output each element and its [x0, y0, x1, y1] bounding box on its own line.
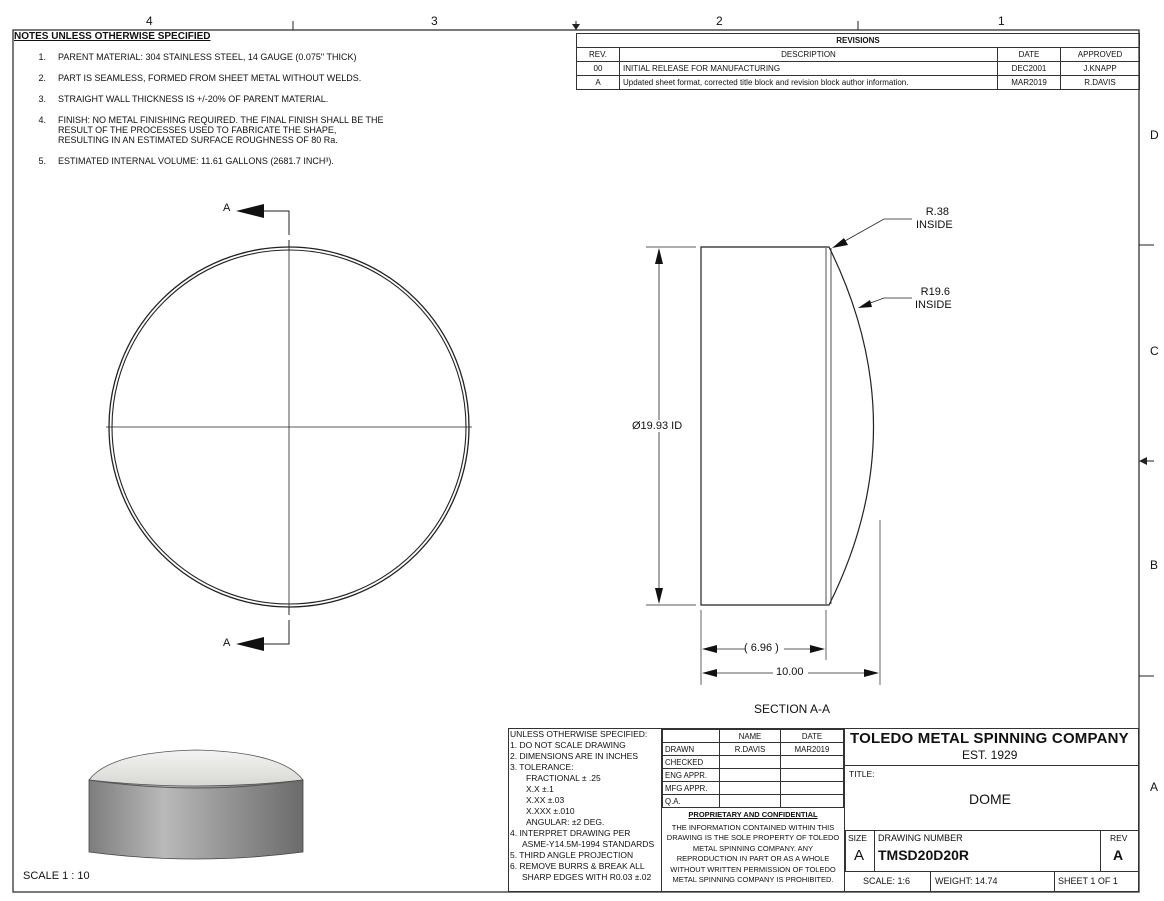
zone-row-a: A	[1150, 780, 1159, 794]
dim-fillet-radius: R.38 INSIDE	[916, 206, 953, 231]
note-item: 5. ESTIMATED INTERNAL VOLUME: 11.61 GALLONS (2681.7 INCH³).	[38, 156, 334, 166]
drawing-weight: WEIGHT: 14.74	[935, 876, 998, 886]
table-row: Q.A.	[663, 795, 844, 808]
revision-table: REVISIONS REV. DESCRIPTION DATE APPROVED 00 INITIAL RELEASE FOR MANUFACTURING DEC2001 J.KNAPP A Updated sheet format, corrected title block and revision block author information. MAR2019 R.DAVIS	[576, 33, 1140, 90]
revision-title: REVISIONS	[577, 34, 1140, 48]
drawing-scale: SCALE: 1:6	[863, 876, 911, 886]
zone-col-1: 1	[998, 14, 1005, 28]
zone-row-c: C	[1150, 344, 1159, 358]
iso-scale: SCALE 1 : 10	[23, 870, 90, 882]
section-marker-bottom: A	[223, 637, 231, 649]
table-row: CHECKED	[663, 756, 844, 769]
zone-row-d: D	[1150, 128, 1159, 142]
table-row: 00 INITIAL RELEASE FOR MANUFACTURING DEC2001 J.KNAPP	[577, 62, 1140, 76]
revision-letter: A	[1113, 847, 1124, 863]
approval-table: NAME DATE DRAWN R.DAVIS MAR2019 CHECKED ENG APPR. MFG APPR. Q.A.	[662, 729, 844, 808]
zone-col-2: 2	[716, 14, 723, 28]
dim-overall-length: 10.00	[776, 666, 804, 678]
note-item: 2. PART IS SEAMLESS, FORMED FROM SHEET METAL WITHOUT WELDS.	[38, 73, 362, 83]
zone-col-4: 4	[146, 14, 153, 28]
table-row: A Updated sheet format, corrected title block and revision block author information. MAR2019 R.DAVIS	[577, 76, 1140, 90]
sheet-number: SHEET 1 OF 1	[1058, 876, 1118, 886]
zone-row-b: B	[1150, 558, 1159, 572]
title-block-notes: UNLESS OTHERWISE SPECIFIED: 1. DO NOT SCALE DRAWING 2. DIMENSIONS ARE IN INCHES 3. TOLERANCE: FRACTIONAL ± .25 X.X ±.1 X.XX ±.03 X.XXX ±.010 ANGULAR: ±2 DEG. 4. INTERPRET DRAWING PER ASME-Y14.5M-1994 STANDARDS 5. THIRD ANGLE PROJECTION 6. REMOVE BURRS & BREAK ALL SHARP EDGES WITH R0.03 ±.02	[510, 729, 655, 882]
company-name: TOLEDO METAL SPINNING COMPANY	[850, 730, 1129, 747]
dim-dome-radius: R19.6 INSIDE	[915, 286, 952, 311]
table-row: ENG APPR.	[663, 769, 844, 782]
sheet-size: A	[854, 847, 865, 864]
dim-diameter: Ø19.93 ID	[632, 420, 683, 432]
table-row: DRAWN R.DAVIS MAR2019	[663, 743, 844, 756]
note-item: 1. PARENT MATERIAL: 304 STAINLESS STEEL, 14 GAUGE (0.075" THICK)	[38, 52, 357, 62]
table-row: MFG APPR.	[663, 782, 844, 795]
company-established: EST. 1929	[962, 748, 1018, 762]
zone-col-3: 3	[431, 14, 438, 28]
dim-wall-length: ( 6.96 )	[744, 642, 779, 654]
notes-header: NOTES UNLESS OTHERWISE SPECIFIED	[14, 31, 211, 42]
note-item: 4. FINISH: NO METAL FINISHING REQUIRED. THE FINAL FINISH SHALL BE THE RESULT OF THE PROCESSES USED TO FABRICATE THE SHAPE, RESULTING IN AN ESTIMATED SURFACE ROUGHNESS OF 80 Ra.	[38, 115, 384, 145]
proprietary-notice: PROPRIETARY AND CONFIDENTIAL THE INFORMATION CONTAINED WITHIN THIS DRAWING IS THE SOLE PROPERTY OF TOLEDO METAL SPINNING COMPANY. ANY REPRODUCTION IN PART OR AS A WHOLE WITHOUT WRITTEN PERMISSION OF TOLEDO METAL SPINNING COMPANY IS PROHIBITED.	[666, 810, 840, 884]
section-label: SECTION A-A	[754, 702, 831, 716]
title-label: TITLE:	[849, 769, 875, 779]
note-item: 3. STRAIGHT WALL THICKNESS IS +/-20% OF PARENT MATERIAL.	[38, 94, 329, 104]
rev-label: REV	[1110, 833, 1128, 843]
section-marker-top: A	[223, 202, 231, 214]
drawing-number: TMSD20D20R	[878, 847, 970, 863]
drawing-title: DOME	[969, 791, 1011, 807]
size-label: SIZE	[848, 833, 867, 843]
drawing-number-label: DRAWING NUMBER	[878, 833, 963, 843]
